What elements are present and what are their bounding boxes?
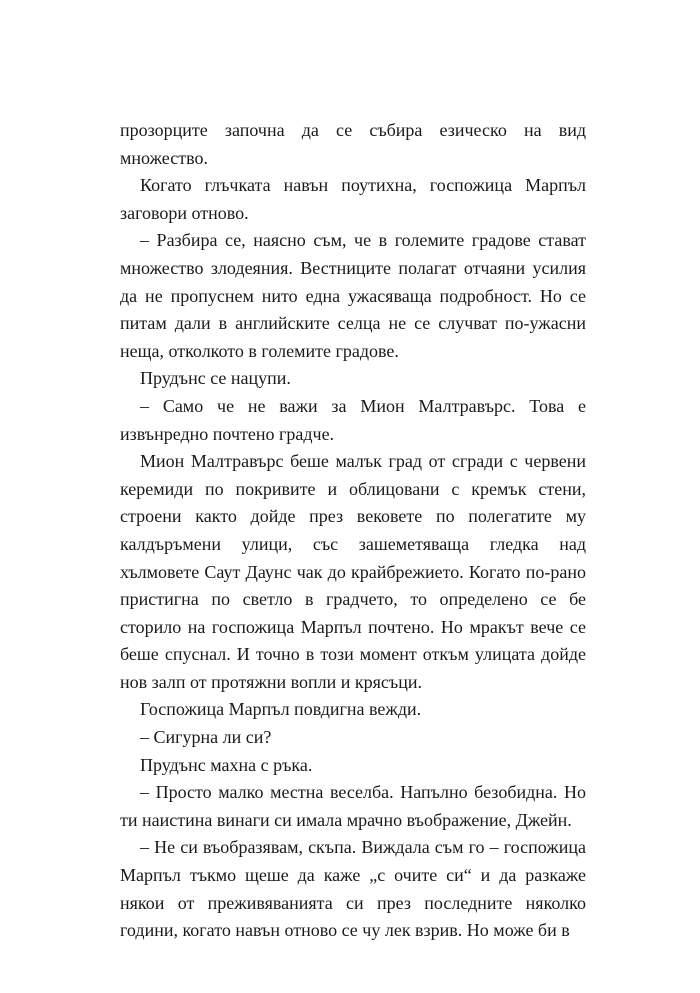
paragraph-dialogue: – Сигурна ли си?: [140, 727, 272, 748]
paragraph: Когато глъчката навън поутихна, госпожица Марпъл заговори отново.: [120, 175, 586, 223]
paragraph-continuation: прозорците започна да се събира езическо на вид множество.: [120, 120, 586, 168]
paragraph-dialogue: – Само че не важи за Мион Малтравърс. Това е извънредно почтено градче.: [120, 395, 586, 444]
paragraph-dialogue: – Не си въобразявам, скъпа. Виждала съм го – госпожица Марпъл тъкмо щеше да каже „с очите си“ и да разкаже някои от преживяванията си през последните няколко години, когато навън отново се чу лек взрив. Но може би в: [120, 837, 586, 941]
paragraph: Прудънс се нацупи.: [140, 368, 291, 389]
paragraph-dialogue: – Просто малко местна веселба. Напълно безобидна. Но ти наистина винаги си имала мрачно въображение, Джейн.: [120, 782, 586, 830]
paragraph-dialogue: – Разбира се, наясно съм, че в големите градове стават множество злодеяния. Вестниците полагат отчаяни усилия да не пропуснем нито една ужасяваща подробност. Но се питам дали в английските селца не се случват по-ужасни неща, отколкото в големите градове.: [120, 230, 586, 361]
paragraph: Прудънс махна с ръка.: [140, 754, 313, 775]
paragraph: Госпожица Марпъл повдигна вежди.: [140, 699, 422, 720]
page-body-text: [120, 117, 586, 945]
paragraph: Мион Малтравърс беше малък град от сгради с червени керемиди по покривите и облицовани с кремък стени, строени както дойде през вековете по полегатите му калдъръмени улици, със зашеметяваща гледка над хълмовете Саут Даунс чак до крайбрежието. Когато по-рано пристигна по светло в градчето, то определено се бе сторило на госпожица Марпъл почтено. Но мракът вече се беше спуснал. И точно в този момент откъм улицата дойде нов залп от протяжни вопли и крясъци.: [120, 451, 586, 692]
